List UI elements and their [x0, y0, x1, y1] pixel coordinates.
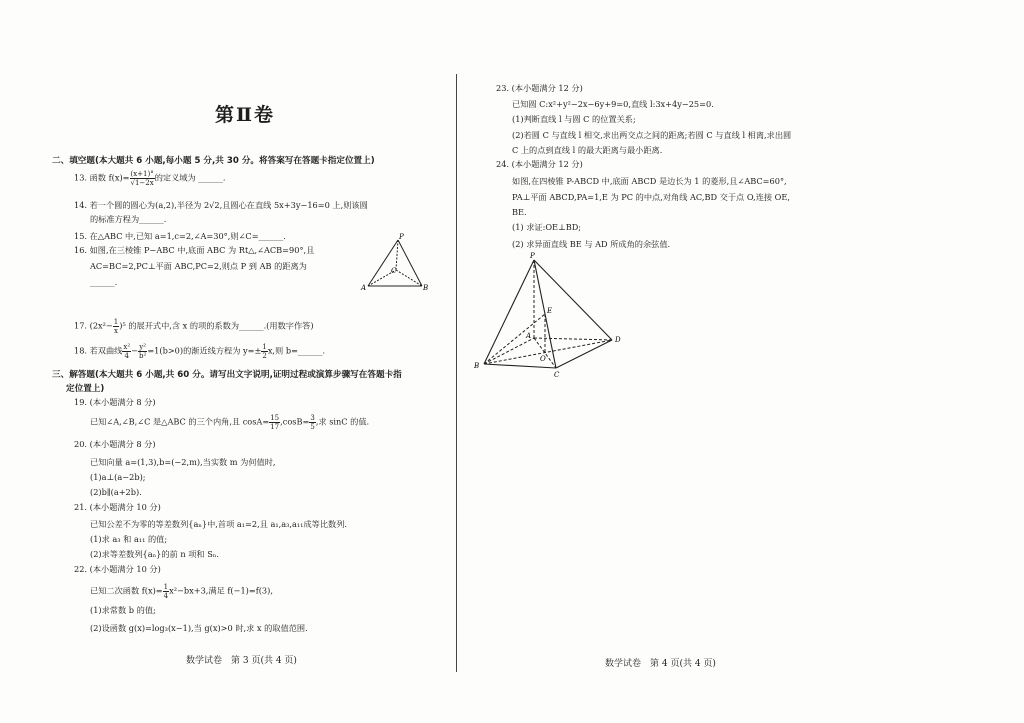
- question-23-line-2: (1)判断直线 l 与圆 C 的位置关系;: [512, 114, 636, 124]
- question-16-line-3: ______.: [90, 277, 118, 287]
- pyramid-figure-q16: [360, 230, 432, 294]
- q19-numerator-1: 15: [270, 414, 280, 422]
- edge-pb: [398, 240, 422, 286]
- q13-denominator: √1−2x: [130, 179, 154, 187]
- edge-pa: [368, 240, 398, 286]
- pyramid-figure-q24: [470, 250, 630, 380]
- question-20-line-1: 已知向量 a=(1,3),b=(−2,m),当实数 m 为何值时,: [90, 457, 276, 467]
- q19-fraction-1: [269, 414, 280, 431]
- question-16-line-1: 16. 如图,在三棱锥 P−ABC 中,底面 ABC 为 Rt△,∠ACB=90°,且: [74, 245, 315, 255]
- q18-fraction-2: [138, 343, 147, 360]
- q17-suffix: )⁵ 的展开式中,含 x 的项的系数为______.(用数字作答): [119, 320, 314, 331]
- question-19: [90, 414, 369, 431]
- q18-denominator-3: 2: [262, 352, 267, 360]
- question-22-line-3: (2)设函数 g(x)=log₃(x−1),当 g(x)>0 时,求 x 的取值范围.: [90, 623, 308, 633]
- question-23-header: 23. (本小题满分 12 分): [496, 83, 583, 93]
- label-a: A: [361, 284, 367, 292]
- page-divider: [456, 74, 457, 672]
- question-22-line-1: [90, 583, 273, 600]
- q19-denominator-1: 17: [270, 423, 280, 431]
- label-p: P: [530, 252, 535, 260]
- right-page-footer: 数学试卷 第 4 页(共 4 页): [605, 659, 716, 669]
- question-20-header: 20. (本小题满分 8 分): [74, 439, 156, 449]
- question-23-line-4: C 上的点到直线 l 的最大距离与最小距离.: [512, 145, 663, 155]
- q18-fraction-1: [122, 343, 131, 360]
- edge-pc: [396, 240, 398, 270]
- q18-denominator-2: b²: [139, 352, 147, 360]
- label-p: P: [399, 233, 404, 241]
- q22-numerator: 1: [163, 583, 169, 591]
- question-19-header: 19. (本小题满分 8 分): [74, 397, 156, 407]
- question-14-line-2: 的标准方程为______.: [90, 214, 167, 224]
- question-22-line-2: (1)求常数 b 的值;: [90, 605, 156, 615]
- label-a: A: [526, 332, 532, 340]
- label-c: C: [391, 267, 397, 275]
- edge-ba: [484, 338, 534, 364]
- q18-minus: −: [131, 345, 139, 356]
- label-d: D: [615, 336, 621, 344]
- question-21-line-3: (2)求等差数列{aₙ}的前 n 项和 Sₙ.: [90, 549, 219, 559]
- left-page-footer: 数学试卷 第 3 页(共 4 页): [186, 656, 297, 666]
- label-e: E: [547, 307, 553, 315]
- q17-prefix: 17. (2x²−: [74, 320, 113, 331]
- q18-suffix: x,则 b=______.: [267, 345, 326, 356]
- q18-prefix: 18. 若双曲线: [74, 345, 123, 356]
- diagonal-bd: [484, 340, 612, 364]
- question-23-line-3: (2)若圆 C 与直线 l 相交,求出两交点之间的距离;若圆 C 与直线 l 相离,求出圆: [512, 130, 792, 140]
- q19-suffix: ,求 sinC 的值.: [315, 416, 370, 427]
- question-15: 15. 在△ABC 中,已知 a=1,c=2,∠A=30°,则∠C=______.: [74, 231, 286, 241]
- q22-prefix: 已知二次函数 f(x)=: [90, 585, 163, 596]
- label-o: O: [540, 355, 546, 363]
- edge-pd: [534, 260, 612, 340]
- q18-numerator-1: x²: [123, 343, 131, 351]
- edge-bc: [484, 364, 556, 368]
- q18-middle: =1(b>0)的渐近线方程为 y=±: [147, 345, 262, 356]
- q22-suffix: x²−bx+3,满足 f(−1)=f(3),: [169, 585, 273, 596]
- q18-denominator-1: 4: [124, 352, 129, 360]
- q13-suffix: 的定义域为 ______.: [154, 172, 226, 183]
- section-3-header-line-2: 定位置上): [66, 384, 105, 394]
- edge-ad: [534, 338, 612, 340]
- label-c: C: [554, 371, 560, 379]
- question-24-line-3: BE.: [512, 207, 527, 217]
- question-21-header: 21. (本小题满分 10 分): [74, 502, 161, 512]
- question-16-line-2: AC=BC=2,PC⊥平面 ABC,PC=2,则点 P 到 AB 的距离为: [90, 261, 307, 271]
- question-18: [74, 343, 325, 360]
- question-24-line-4: (1) 求证:OE⊥BD;: [512, 222, 582, 232]
- q19-middle: ,cosB=: [280, 416, 310, 427]
- q19-numerator-2: 3: [310, 414, 315, 422]
- q17-denominator: x: [114, 327, 118, 335]
- edge-pb: [484, 260, 534, 364]
- label-b: B: [474, 362, 480, 370]
- question-24-header: 24. (本小题满分 12 分): [496, 159, 583, 169]
- question-23-line-1: 已知圆 C:x²+y²−2x−6y+9=0,直线 l:3x+4y−25=0.: [512, 99, 714, 109]
- q13-numerator: (x+1)°: [130, 170, 154, 178]
- question-24-line-2: PA⊥平面 ABCD,PA=1,E 为 PC 的中点,对角线 AC,BD 交于点 O,连接 OE,: [512, 192, 790, 202]
- question-24-line-5: (2) 求异面直线 BE 与 AD 所成角的余弦值.: [512, 239, 671, 249]
- question-14-line-1: 14. 若一个圆的圆心为(a,2),半径为 2√2,且圆心在直线 5x+3y−16=0 上,则该圆: [74, 200, 368, 210]
- question-24-line-1: 如图,在四棱锥 P-ABCD 中,底面 ABCD 是边长为 1 的菱形,且∠ABC=60°,: [512, 176, 787, 186]
- q19-prefix: 已知∠A,∠B,∠C 是△ABC 的三个内角,且 cosA=: [90, 416, 270, 427]
- q18-numerator-3: 1: [262, 343, 267, 351]
- q19-denominator-2: 5: [310, 423, 315, 431]
- question-21-line-1: 已知公差不为零的等差数列{aₙ}中,首项 a₁=2,且 a₁,a₃,a₁₁成等比数列.: [90, 519, 348, 529]
- question-22-header: 22. (本小题满分 10 分): [74, 564, 161, 574]
- edge-cd: [556, 340, 612, 368]
- q22-denominator: 4: [163, 592, 169, 600]
- question-13: [74, 170, 225, 187]
- section-3-header-line-1: 三、解答题(本大题共 6 小题,共 60 分。请写出文字说明,证明过程或演算步骤写在答题卡指: [52, 370, 402, 380]
- question-20-line-2: (1)a⊥(a−2b);: [90, 472, 146, 482]
- q13-fraction: [130, 170, 155, 187]
- question-17: [74, 318, 314, 335]
- segment-be: [484, 314, 545, 364]
- label-b: B: [423, 284, 429, 292]
- question-20-line-3: (2)b∥(a+2b).: [90, 487, 142, 497]
- question-21-line-2: (1)求 a₃ 和 a₁₁ 的值;: [90, 534, 168, 544]
- q17-numerator: 1: [113, 318, 119, 326]
- q13-prefix: 13. 函数 f(x)=: [74, 172, 130, 183]
- page-title: 第Ⅱ卷: [215, 104, 276, 126]
- q18-numerator-2: y²: [139, 343, 147, 351]
- section-2-header: 二、填空题(本大题共 6 小题,每小题 5 分,共 30 分。将答案写在答题卡指定位置上): [52, 156, 375, 166]
